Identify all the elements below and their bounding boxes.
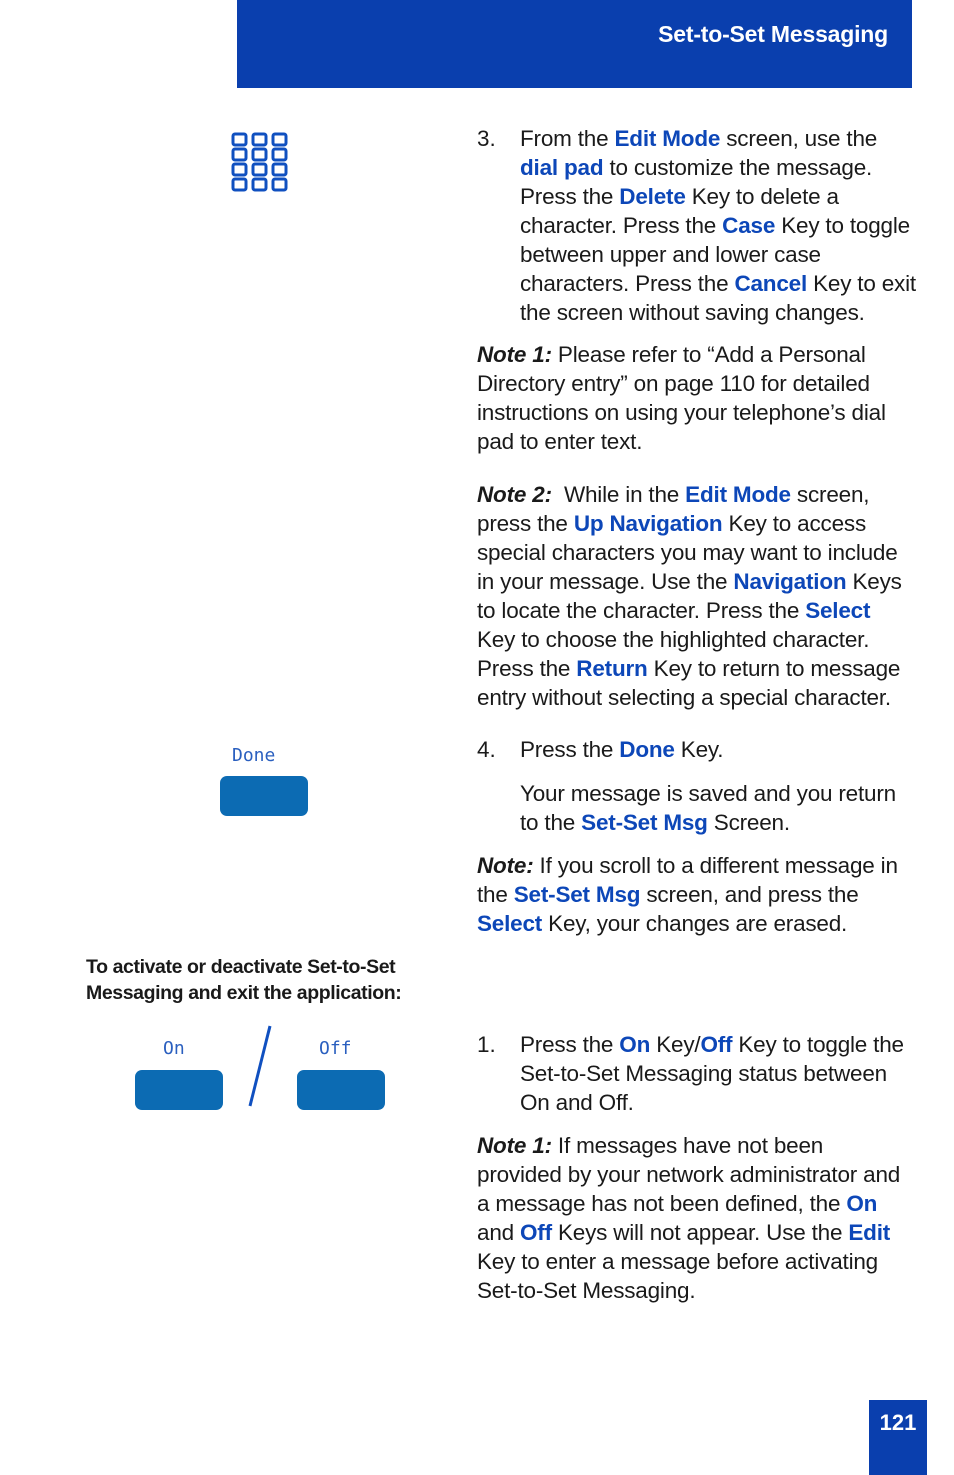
note-2-special-characters: Note 2: While in the Edit Mode screen, press the Up Navigation Key to access special characters you may want to include in your message. Use the Navigation Keys to locate the character. Press the Select Key to choose the highlighted character. Press the Return Key to return to message entry without selecting a special character. (477, 482, 902, 710)
step-1-number: 1. (477, 1032, 496, 1057)
done-softkey-button[interactable] (220, 776, 308, 816)
note-changes-erased: Note: If you scroll to a different message in the Set-Set Msg screen, and press the Select Key, your changes are erased. (477, 853, 898, 936)
step-1-text: Press the On Key/Off Key to toggle the Set-to-Set Messaging status between On and Off. (520, 1032, 904, 1115)
step-3-text: From the Edit Mode screen, use the dial pad to customize the message. Press the Delete Key to delete a character. Press the Case Key to toggle between upper and lower case characters. Press the Cancel Key to exit the screen without saving changes. (520, 126, 916, 325)
header-bar (237, 0, 912, 88)
step-4-number: 4. (477, 737, 496, 762)
note-1-keys-not-appear: Note 1: If messages have not been provided by your network administrator and a message has not been defined, the On and Off Keys will not appear. Use the Edit Key to enter a message before activating Set-to-Set Messaging. (477, 1133, 901, 1303)
page-number-box (869, 1400, 927, 1475)
section-heading: To activate or deactivate Set-to-Set Messaging and exit the application: (86, 956, 402, 1004)
page-title: Set-to-Set Messaging (658, 21, 888, 47)
dial-pad-icon (231, 132, 289, 192)
step-3-number: 3. (477, 126, 496, 151)
on-softkey-label: On (163, 1038, 185, 1059)
step-4-result-text: Your message is saved and you return to the Set-Set Msg Screen. (520, 781, 896, 835)
off-softkey-button[interactable] (297, 1070, 385, 1110)
step-4-text: Press the Done Key. (520, 737, 724, 762)
off-softkey-label: Off (319, 1038, 352, 1059)
page-number: 121 (879, 1410, 917, 1435)
done-softkey-label: Done (232, 745, 276, 766)
slash-divider-icon (246, 1022, 274, 1110)
on-softkey-button[interactable] (135, 1070, 223, 1110)
note-1-dial-pad: Note 1: Please refer to “Add a Personal Directory entry” on page 110 for detailed instructions on using your telephone’s dial pad to enter text. (477, 342, 886, 454)
